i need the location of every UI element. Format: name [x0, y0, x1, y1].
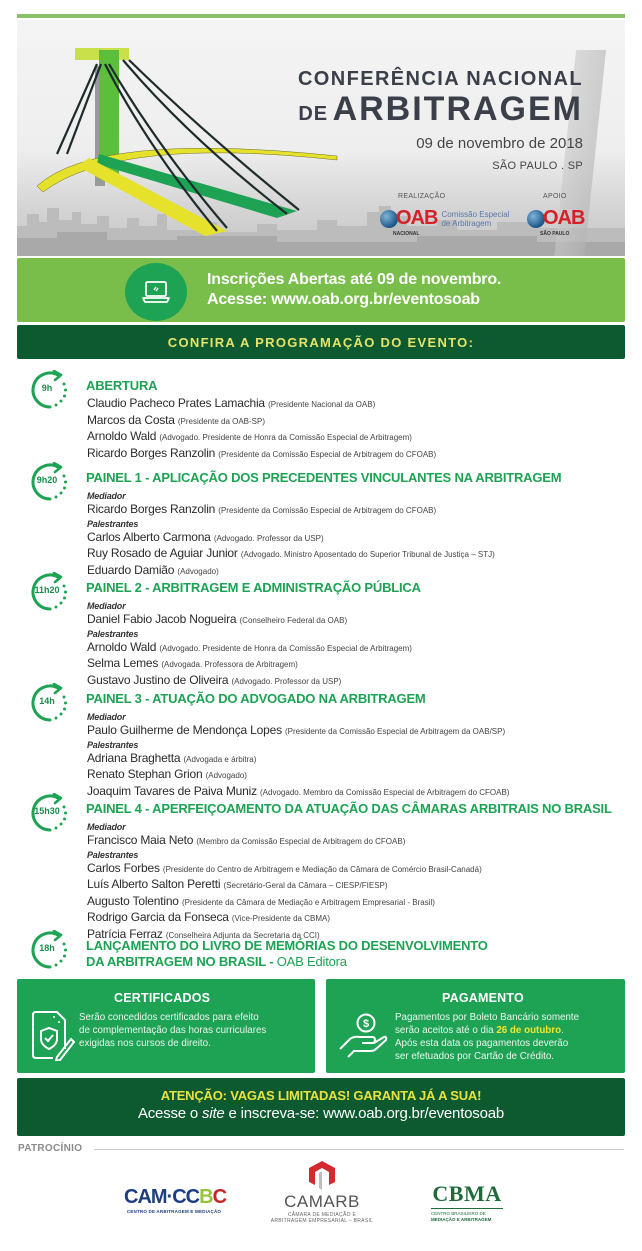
- oab-sp-sub: SÃO PAULO: [540, 231, 570, 237]
- participant-role: (Presidente da Comissão Especial de Arbitragem do CFOAB): [218, 506, 437, 515]
- certificates-box: [17, 979, 315, 1073]
- participant-role: (Conselheira Adjunta da Secretaria da CCI): [165, 930, 320, 940]
- participant-role: (Advogado. Membro da Comissão Especial de Arbitragem do CFOAB): [260, 787, 510, 797]
- conference-title-line1: CONFERÊNCIA NACIONAL: [297, 68, 583, 90]
- session-title: LANÇAMENTO DO LIVRO DE MEMÓRIAS DO DESENVOLVIMENTO DA ARBITRAGEM NO BRASIL - OAB Editora: [86, 938, 488, 969]
- role-group-label: Palestrantes: [87, 628, 139, 639]
- participant-name: Carlos Forbes: [87, 860, 160, 875]
- participant-name: Selma Lemes: [87, 656, 159, 670]
- participant: [87, 530, 495, 547]
- registration-banner[interactable]: [17, 258, 625, 322]
- session-participants: [87, 822, 482, 943]
- participant-role: (Advogado. Professor da USP): [231, 676, 342, 686]
- session-participants: [87, 712, 509, 800]
- participant-name: Patrícia Ferraz: [87, 926, 163, 941]
- participant-role: (Advogada. Professora de Arbitragem): [161, 660, 298, 669]
- role-group-label: Palestrantes: [87, 518, 139, 529]
- session-title: PAINEL 1 - APLICAÇÃO DOS PRECEDENTES VINCULANTES NA ARBITRAGEM: [86, 470, 562, 485]
- role-group-label: Mediador: [87, 712, 126, 722]
- certificate-icon: [27, 1009, 75, 1066]
- participant: [87, 612, 412, 629]
- clock-cycle-icon: [28, 793, 70, 833]
- title-prefix: DE: [298, 103, 329, 125]
- sponsorship-label: PATROCÍNIO: [18, 1143, 83, 1154]
- payment-title: PAGAMENTO: [442, 991, 524, 1005]
- conference-title-line2: [298, 90, 583, 129]
- registration-text: [207, 270, 501, 310]
- session-participants: [87, 396, 436, 462]
- limited-spots-notice: ATENÇÃO: VAGAS LIMITADAS! GARANTA JÁ A SUA!: [160, 1088, 482, 1103]
- realization-label: REALIZAÇÃO: [398, 193, 446, 200]
- participant: [87, 656, 412, 673]
- participant-name: Arnoldo Wald: [87, 639, 157, 654]
- session-title: PAINEL 4 - APERFEIÇOAMENTO DA ATUAÇÃO DAS CÂMARAS ARBITRAIS NO BRASIL: [86, 801, 612, 816]
- camarb-mark-icon: [305, 1160, 339, 1190]
- participant-role: (Secretário-Geral da Câmara – CIESP/FIESP): [223, 881, 388, 890]
- participant: [87, 429, 436, 446]
- oab-mark: OAB: [543, 207, 585, 229]
- participant-role: (Advogada e árbitra): [183, 754, 257, 764]
- participant: [87, 673, 412, 690]
- participant-name: Eduardo Damião: [87, 562, 175, 577]
- participant-name: Ricardo Borges Ranzolin: [87, 445, 216, 460]
- participant-role: (Presidente Nacional da OAB): [268, 400, 376, 409]
- oab-national-logo: [380, 207, 509, 230]
- participant-name: Claudio Pacheco Prates Lamachia: [87, 396, 265, 410]
- laptop-icon: [125, 263, 187, 321]
- session-time: 11h20: [34, 585, 60, 595]
- session-time: 18h: [39, 943, 55, 953]
- hero-banner: [17, 20, 625, 256]
- program-header: CONFIRA A PROGRAMAÇÃO DO EVENTO:: [17, 325, 625, 359]
- participant-name: Ruy Rosado de Aguiar Junior: [87, 546, 238, 560]
- sponsor-cbma-logo[interactable]: CBMA CENTRO BRASILEIRO DE MEDIAÇÃO E ARBITRAGEM: [431, 1181, 502, 1222]
- oab-national-sub: NACIONAL: [393, 231, 420, 237]
- session-participants: [87, 491, 495, 579]
- signup-url-line[interactable]: Acesse o site e inscreva-se: www.oab.org.br/eventosoab: [137, 1105, 505, 1122]
- participant: [87, 767, 509, 784]
- participant: [87, 894, 482, 911]
- session-title: ABERTURA: [86, 378, 158, 393]
- participant-role: (Membro da Comissão Especial de Arbitragem do CFOAB): [196, 837, 406, 846]
- payment-box: [326, 979, 625, 1073]
- participant-name: Joaquim Tavares de Paiva Muniz: [87, 783, 257, 798]
- session-title: PAINEL 3 - ATUAÇÃO DO ADVOGADO NA ARBITRAGEM: [86, 691, 426, 706]
- participant-role: (Vice-Presidente da CBMA): [231, 914, 331, 923]
- participant: [87, 910, 482, 927]
- session-time: 9h20: [36, 475, 58, 485]
- clock-cycle-icon: [28, 462, 70, 502]
- participant-name: Arnoldo Wald: [87, 429, 157, 443]
- clock-cycle-icon: [28, 930, 70, 970]
- participant-name: Carlos Alberto Carmona: [87, 529, 211, 544]
- participant-name: Ricardo Borges Ranzolin: [87, 502, 216, 516]
- participant: [87, 563, 495, 580]
- participant-role: (Presidente da Comissão Especial de Arbitragem do CFOAB): [218, 449, 437, 459]
- certificates-text: Serão concedidos certificados para efeito de complementação das horas curriculares exigidas nos cursos de direito.: [79, 1012, 267, 1049]
- participant: [87, 396, 436, 413]
- oab-sp-logo: [527, 207, 584, 230]
- session-title: PAINEL 2 - ARBITRAGEM E ADMINISTRAÇÃO PÚBLICA: [86, 580, 421, 595]
- payment-text: Pagamentos por Boleto Bancário somente serão aceitos até o dia 26 de outubro. Após esta data os pagamentos deverão ser efetuados por Cartão de Crédito.: [395, 1012, 580, 1062]
- participant: [87, 502, 495, 519]
- participant-name: Augusto Tolentino: [87, 893, 179, 908]
- participant-role: (Advogado. Professor da USP): [213, 533, 324, 543]
- participant: [87, 446, 436, 463]
- participant: [87, 784, 509, 801]
- participant-name: Marcos da Costa: [87, 412, 175, 427]
- payment-deadline-highlight: 26 de outubro: [496, 1025, 562, 1036]
- participant-name: Rodrigo Garcia da Fonseca: [87, 910, 229, 924]
- participant: [87, 833, 482, 850]
- event-date: 09 de novembro de 2018: [416, 135, 583, 152]
- participant-name: Gustavo Justino de Oliveira: [87, 672, 229, 687]
- participant-role: (Conselheiro Federal da OAB): [239, 616, 348, 625]
- attention-banner[interactable]: [17, 1078, 625, 1136]
- role-group-label: Mediador: [87, 491, 126, 501]
- event-city: SÃO PAULO . SP: [492, 160, 583, 172]
- participant-role: (Advogado): [205, 771, 247, 780]
- participant-name: Francisco Maia Neto: [87, 833, 194, 847]
- oab-mark: OAB: [396, 207, 438, 229]
- participant: [87, 861, 482, 878]
- participant-role: (Presidente da Comissão Especial de Arbitragem da OAB/SP): [285, 727, 506, 736]
- session-time: 15h30: [34, 806, 60, 816]
- role-group-label: Palestrantes: [87, 849, 139, 860]
- participant-role: (Presidente da OAB-SP): [177, 416, 266, 426]
- session-participants: [87, 601, 412, 689]
- session-time: 9h: [41, 383, 53, 393]
- role-group-label: Palestrantes: [87, 739, 139, 750]
- participant-role: (Advogado. Presidente de Honra da Comissão Especial de Arbitragem): [159, 643, 412, 653]
- participant: [87, 413, 436, 430]
- top-rule: [17, 14, 625, 18]
- participant-role: (Advogado): [177, 566, 219, 576]
- participant-name: Daniel Fabio Jacob Nogueira: [87, 612, 237, 626]
- participant-name: Renato Stephan Grion: [87, 767, 203, 781]
- participant-role: (Advogado. Presidente de Honra da Comissão Especial de Arbitragem): [159, 433, 412, 442]
- session-time: 14h: [39, 696, 55, 706]
- money-hand-icon: [338, 1013, 388, 1064]
- sponsor-camarb-logo[interactable]: CAMARB CÂMARA DE MEDIAÇÃO E ARBITRAGEM EMPRESARIAL – BRASIL: [270, 1160, 374, 1224]
- certificates-title: CERTIFICADOS: [114, 991, 211, 1005]
- participant-name: Adriana Braghetta: [87, 750, 181, 765]
- participant: [87, 751, 509, 768]
- participant: [87, 723, 509, 740]
- registration-url[interactable]: Acesse: www.oab.org.br/eventosoab: [207, 291, 480, 308]
- participant: [87, 877, 482, 894]
- sponsorship-divider: [94, 1149, 624, 1150]
- oab-national-desc: Comissão Especial de Arbitragem: [441, 209, 510, 228]
- sponsor-cam-ccbc-logo[interactable]: CAM·CCBC CENTRO DE ARBITRAGEM E MEDIAÇÃO: [124, 1186, 227, 1214]
- participant-role: (Advogado. Ministro Aposentado do Superior Tribunal de Justiça – STJ): [240, 550, 495, 559]
- participant: [87, 640, 412, 657]
- participant: [87, 546, 495, 563]
- support-label: APOIO: [543, 193, 567, 200]
- svg-text:$: $: [362, 1018, 370, 1030]
- role-group-label: Mediador: [87, 822, 126, 832]
- role-group-label: Mediador: [87, 601, 126, 611]
- registration-deadline: Inscrições Abertas até 09 de novembro.: [207, 271, 502, 288]
- participant-name: Paulo Guilherme de Mendonça Lopes: [87, 723, 282, 737]
- clock-cycle-icon: [28, 370, 70, 410]
- clock-cycle-icon: [28, 683, 70, 723]
- clock-cycle-icon: [28, 572, 70, 612]
- participant-role: (Presidente da Câmara de Mediação e Arbitragem Empresarial - Brasil): [181, 897, 435, 907]
- title-main: ARBITRAGEM: [332, 90, 583, 128]
- participant-role: (Presidente do Centro de Arbitragem e Mediação da Câmara de Comércio Brasil-Canadá): [162, 864, 482, 874]
- participant-name: Luís Alberto Salton Peretti: [87, 877, 221, 891]
